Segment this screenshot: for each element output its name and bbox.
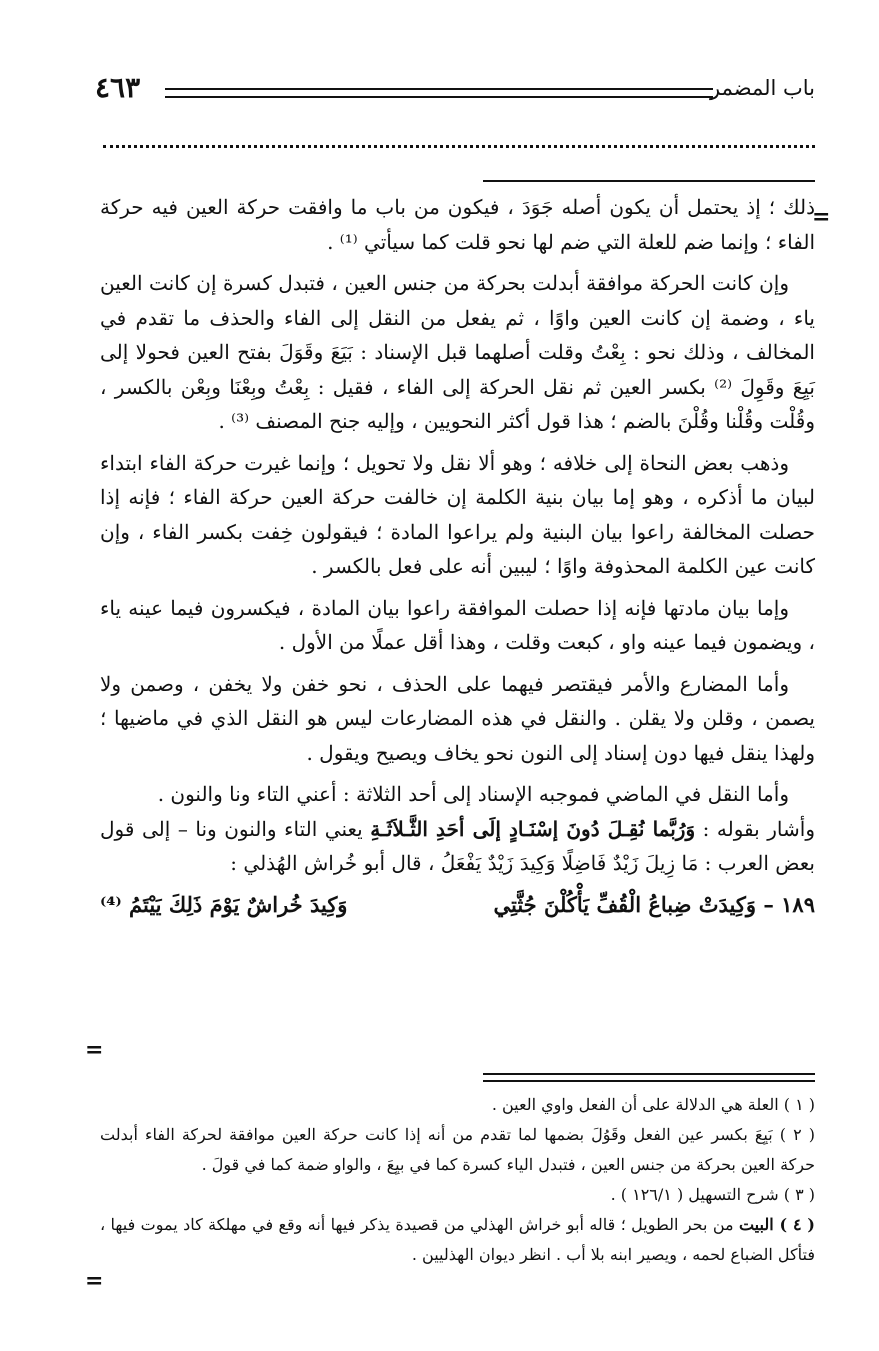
footnote-1: ( ١ ) العلة هي الدلالة على أن الفعل واوي العين .	[491, 1095, 815, 1114]
verse-second-hemistich: وَكِيدَ خُراشٌ يَوْمَ ذَلِكَ يَيْتَمُ ⁽⁴⁾	[100, 891, 348, 917]
header-rule-top	[165, 88, 713, 90]
footnote-3: ( ٣ ) شرح التسهيل ( ١٢٦/١ ) .	[610, 1185, 815, 1204]
footnote-4	[100, 1210, 815, 1270]
verse-first-text: وَكِيدَتْ ضِباعُ الْقُفِّ يَأْكُلْنَ جُثَّتِي	[493, 891, 757, 917]
paragraph-1	[100, 190, 815, 259]
header-rule-bottom	[165, 96, 713, 98]
footnote-rule-bottom	[483, 1080, 815, 1082]
main-text	[100, 190, 815, 922]
paragraph-3: وذهب بعض النحاة إلى خلافه ؛ وهو ألا نقل ولا تحويل ؛ وإنما غيرت حركة الفاء ابتداء لبيان ما أذكره ، وهو إما بيان بنية الكلمة إن خالفت حركة العين حركة الفاء ؛ فإنه إذا حصلت المخالفة راعوا بيان البنية ولم يراعوا المادة ؛ فيقولون خِفت بكسر الفاء ، وإن كانت عين الكلمة المحذوفة واوًا ؛ ليبين أنه على فعل بالكسر .	[100, 450, 815, 578]
chapter-title: باب المضمر	[710, 76, 815, 100]
footnote-2: ( ٢ ) بَيِعَ بكسر عين الفعل وقَوُلَ بضمها لما تقدم من أنه إذا كانت حركة العين موافقة لحركة الفاء أبدلت حركة العين بحركة من جنس العين ، فتبدل الياء كسرة كما في بيِعَ ، والواو ضمة كما في قولَ .	[100, 1125, 815, 1174]
paragraph-1-line-1: ذلك ؛ إذ يحتمل أن يكون أصله جَوَدَ ، فيكون من باب ما وافقت حركة العين فيه	[151, 195, 815, 219]
footnote-rule-top	[483, 1073, 815, 1075]
page-number: ٤٦٣	[95, 71, 141, 104]
paragraph-6-line-3: قول بعض العرب : مَا زِيلَ زَيْدٌ فَاضِلًا وَكِيدَ زَيْدٌ يَفْعَلُ ، قال أبو خُراش الهُذلي :	[100, 816, 815, 875]
continuation-mark: =	[812, 204, 831, 230]
paragraph-6-line-2-pre: وأشار بقوله :	[695, 816, 815, 841]
footnotes	[100, 1090, 815, 1270]
paragraph-6-line-1: وأما النقل في الماضي فموجبه الإسناد إلى أحد الثلاثة : أعني التاء ونا والنون .	[157, 782, 789, 806]
paragraph-4: وإما بيان مادتها فإنه إذا حصلت الموافقة راعوا بيان المادة ، فيكسرون فيما عينه ياء ، ويضمون فيما عينه واو ، كبعت وقلت ، وهذا أقل عملًا من الأول .	[100, 595, 815, 654]
dotted-separator	[103, 145, 815, 148]
poetry-verse	[100, 888, 815, 923]
footnote-continuation-mark: =	[85, 1268, 104, 1294]
paragraph-6	[100, 777, 815, 881]
verse-first-hemistich	[493, 888, 815, 923]
quoted-verse-text: وَرُبَّما نُقِـلَ دُونَ إسْنَـادٍ إلَى أحَدِ الثَّـلاَثَـةِ	[370, 816, 696, 841]
continuation-rule	[483, 180, 815, 182]
footnote-4-label: ( ٤ ) البيت	[738, 1215, 815, 1234]
paragraph-5: وأما المضارع والأمر فيقتصر فيهما على الحذف ، نحو خفن ولا يخفن ، وصمن ولا يصمن ، وقلن ولا يقلن . والنقل في هذه المضارعات ليس هو النقل الذي في ماضيها ؛ ولهذا ينقل فيها دون إسناد إلى النون نحو يخاف ويصيح ويقول .	[100, 671, 815, 765]
paragraph-2: وإن كانت الحركة موافقة أبدلت بحركة من جنس العين ، فتبدل كسرة إن كانت العين ياء ، وضمة إن كانت العين واوًا ، ثم يفعل من النقل إلى الفاء والحذف ما تقدم في المخالف ، وذلك نحو : بِعْتُ وقلت أصلهما قبل الإسناد : بَيَعَ وقَوَلَ بفتح العين فحولا إلى بَيِعَ وقَوِلَ ⁽²⁾ بكسر العين ثم نقل الحركة إلى الفاء ، فقيل : بِعْتُ وبِعْنَا وبِعْن بالكسر ، وقُلْت وقُلْنا وقُلْنَ بالضم ؛ هذا قول أكثر النحويين ، وإليه جنح المصنف ⁽³⁾ .	[100, 271, 815, 433]
paragraph-6-line-2-post: يعني التاء والنون ونا – إلى	[141, 816, 371, 841]
verse-continuation-mark: =	[85, 1037, 104, 1063]
footnote-4-text: من بحر الطويل ؛ قاله أبو خراش الهذلي من قصيدة يذكر فيها أنه وقع في مهلكة كاد يموت فيها ، فتأكل الضباع لحمه ، ويصير ابنه بلا أب . انظر ديوان الهذليين .	[100, 1215, 815, 1264]
verse-number: ١٨٩ –	[763, 891, 815, 917]
paragraph-1-line-2: حركة الفاء ؛ وإنما ضم للعلة التي ضم لها نحو قلت كما سيأتي ⁽¹⁾ .	[100, 195, 815, 254]
